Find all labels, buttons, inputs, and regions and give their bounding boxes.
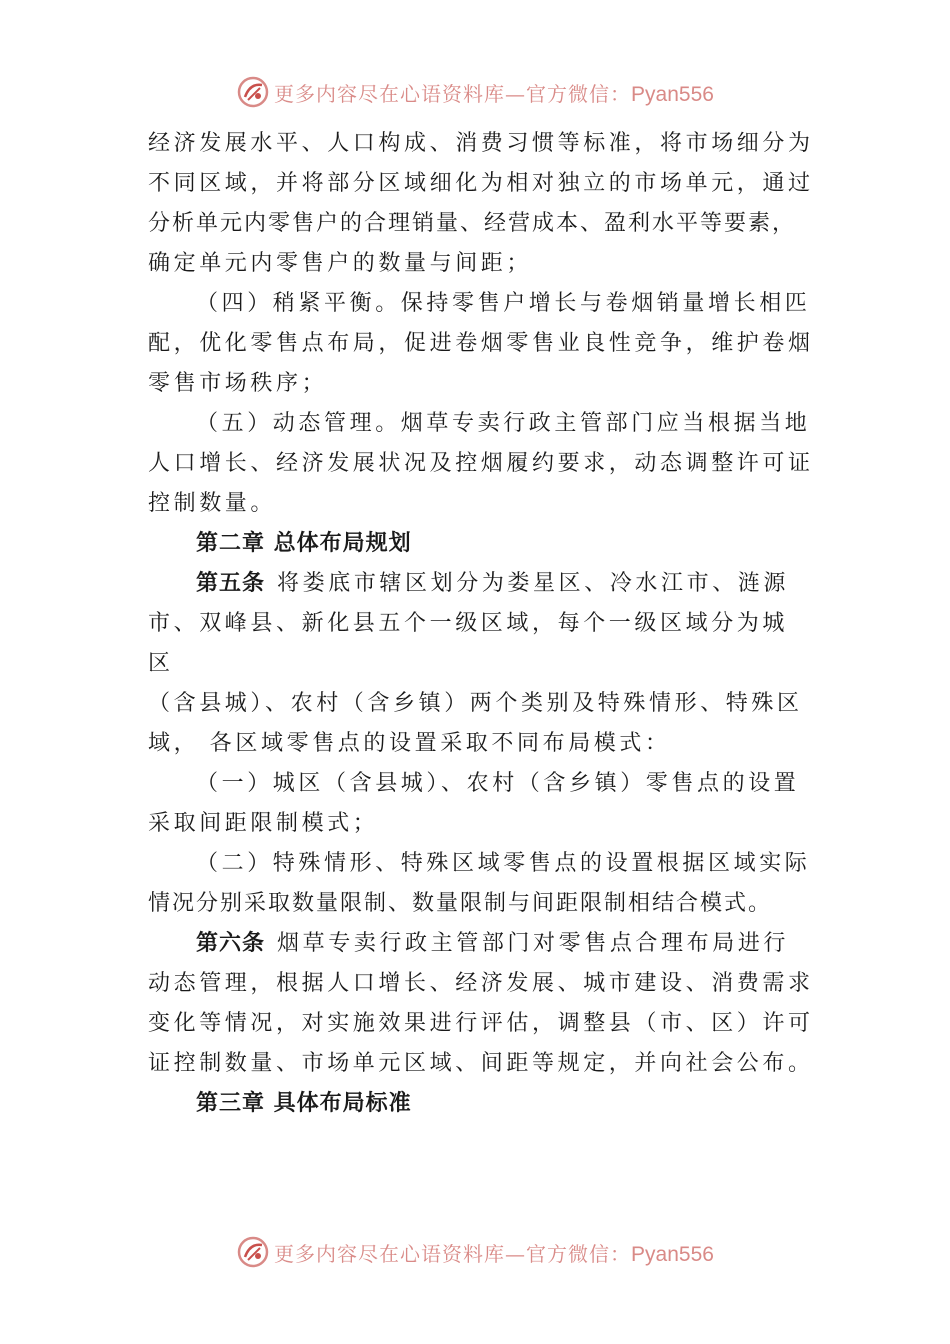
paragraph-line: 动态管理，根据人口增长、经济发展、城市建设、消费需求 [148, 971, 814, 996]
brand-logo-icon [236, 75, 270, 109]
paragraph-line: （二）特殊情形、特殊区域零售点的设置根据区域实际 [196, 851, 811, 876]
paragraph-line: 证控制数量、市场单元区域、间距等规定，并向社会公布。 [148, 1051, 814, 1076]
brand-logo-icon [236, 1235, 270, 1269]
paragraph-line: （一）城区（含县城）、农村（含乡镇）零售点的设置 [196, 771, 800, 796]
chapter-heading: 第三章 具体布局标准 [196, 1091, 412, 1116]
paragraph-line: 控制数量。 [148, 491, 277, 516]
watermark-text: 更多内容尽在心语资料库—官方微信：Pyan556 [274, 1241, 714, 1266]
paragraph-line: （四）稍紧平衡。保持零售户增长与卷烟销量增长相匹 [196, 291, 811, 316]
paragraph-line: 零售市场秩序； [148, 371, 328, 396]
watermark-text: 更多内容尽在心语资料库—官方微信：Pyan556 [274, 81, 714, 106]
paragraph-line: 不同区域，并将部分区域细化为相对独立的市场单元，通过 [148, 171, 814, 196]
article-line: 第五条 将娄底市辖区划分为娄星区、冷水江市、涟源 [196, 571, 790, 596]
paragraph-line: （含县城）、农村（含乡镇）两个类别及特殊情形、特殊区 [148, 691, 803, 716]
paragraph-line: 分析单元内零售户的合理销量、经营成本、盈利水平等要素， [148, 211, 797, 236]
document-body [148, 124, 828, 1124]
article-number: 第六条 [196, 931, 266, 956]
paragraph-line: 市、双峰县、新化县五个一级区域，每个一级区域分为城 [148, 611, 789, 636]
paragraph-line: 情况分别采取数量限制、数量限制与间距限制相结合模式。 [148, 891, 773, 916]
paragraph-line: 变化等情况，对实施效果进行评估，调整县（市、区）许可 [148, 1011, 814, 1036]
article-number: 第五条 [196, 571, 266, 596]
paragraph-line: 经济发展水平、人口构成、消费习惯等标准，将市场细分为 [148, 131, 814, 156]
header-watermark [0, 72, 950, 112]
paragraph-line: （五）动态管理。烟草专卖行政主管部门应当根据当地 [196, 411, 811, 436]
paragraph-line: 人口增长、经济发展状况及控烟履约要求，动态调整许可证 [148, 451, 814, 476]
paragraph-line: 采取间距限制模式； [148, 811, 379, 836]
chapter-heading: 第二章 总体布局规划 [196, 531, 412, 556]
article-line: 第六条 烟草专卖行政主管部门对零售点合理布局进行 [196, 931, 790, 956]
paragraph-line: 域， 各区域零售点的设置采取不同布局模式： [148, 731, 671, 756]
paragraph-line: 配，优化零售点布局，促进卷烟零售业良性竞争，维护卷烟 [148, 331, 814, 356]
paragraph-line: 确定单元内零售户的数量与间距； [148, 251, 533, 276]
paragraph-line: 区 [148, 651, 174, 676]
footer-watermark [0, 1232, 950, 1272]
